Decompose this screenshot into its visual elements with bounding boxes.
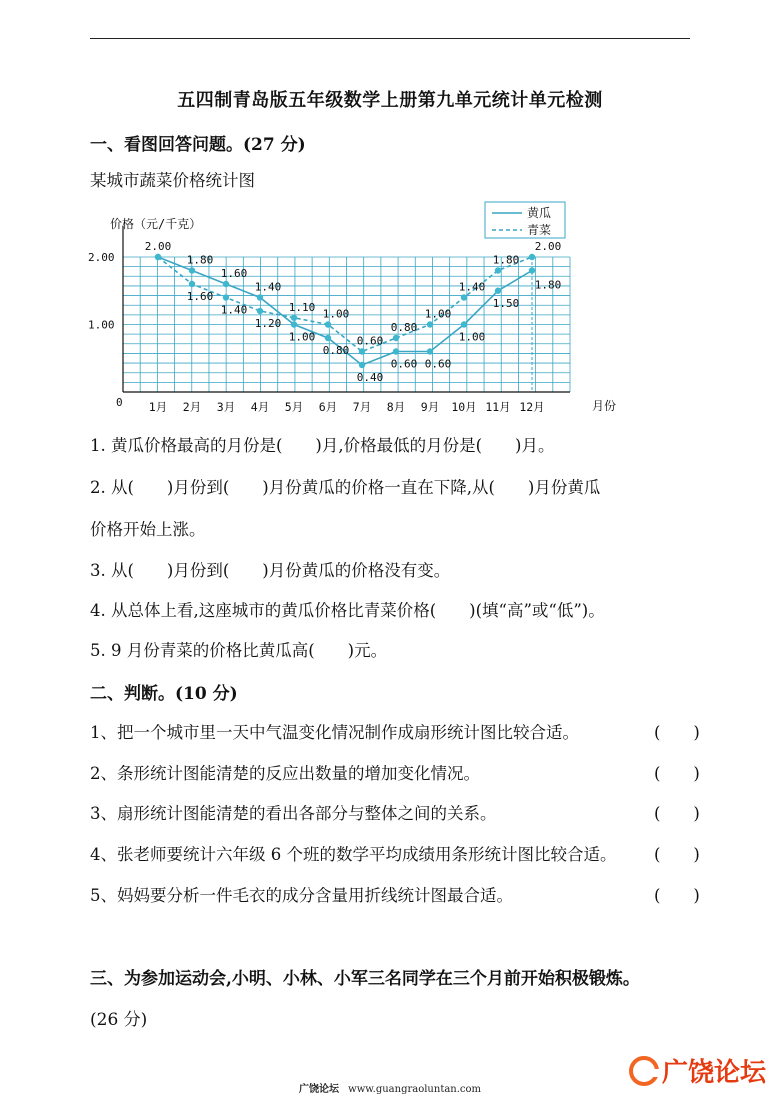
x-tick-label: 8月 [386,400,406,414]
question-3: 3. 从( )月份到( )月份黄瓜的价格没有变。 [90,561,451,580]
data-label: 1.00 [458,330,486,344]
x-tick-label: 12月 [519,400,545,414]
data-point [359,348,365,354]
x-tick-label: 5月 [284,400,304,414]
x-tick-label: 10月 [451,400,477,414]
section-3-heading: 三、为参加运动会,小明、小林、小军三名同学在三个月前开始积极锻炼。 [90,969,640,989]
data-label: 1.00 [322,307,350,321]
x-tick-label: 4月 [250,400,270,414]
section-1-heading: 一、看图回答问题。(27 分) [90,135,306,155]
data-point [291,321,297,327]
data-label: 0.60 [390,357,418,371]
g-circle-logo-icon [629,1056,659,1086]
data-label: 1.40 [254,280,282,294]
judge-1-answer-blank: ( ) [654,723,700,742]
x-tick-label: 7月 [352,400,372,414]
y-tick-label: 0 [116,396,123,409]
data-point [461,321,467,327]
data-label: 1.60 [186,290,214,303]
data-label: 0.60 [424,357,452,371]
question-4: 4. 从总体上看,这座城市的黄瓜价格比青菜价格( )(填“高”或“低”)。 [90,601,605,620]
logo-text: 广饶论坛 [661,1058,766,1088]
document-title: 五四制青岛版五年级数学上册第九单元统计单元检测 [177,90,603,111]
x-tick-label: 3月 [216,400,236,414]
question-2-line-1: 2. 从( )月份到( )月份黄瓜的价格一直在下降,从( )月份黄瓜 [90,478,601,497]
judge-3-answer-blank: ( ) [654,804,700,823]
data-point [495,288,501,294]
data-label: 2.00 [534,240,562,253]
data-label: 0.40 [356,371,384,384]
data-label: 0.80 [390,321,418,334]
data-point [529,267,535,273]
judge-5: 5、妈妈要分析一件毛衣的成分含量用折线统计图最合适。 [90,886,513,905]
data-point [495,267,501,273]
data-label: 0.80 [322,344,350,357]
data-point [359,362,365,368]
x-tick-label: 9月 [420,400,440,414]
x-axis-label: 月份 [592,399,617,413]
data-label: 1.80 [492,253,520,267]
data-label: 1.80 [186,253,214,267]
data-point [393,335,399,341]
question-2-line-2: 价格开始上涨。 [90,520,206,539]
footer-site-name: 广饶论坛 [298,1084,339,1095]
y-tick-label: 1.00 [88,318,115,332]
judge-4-answer-blank: ( ) [654,845,700,864]
section-3-score: (26 分) [90,1010,148,1030]
data-label: 1.00 [288,330,316,344]
data-point [461,294,467,300]
data-point [427,348,433,354]
x-tick-label: 1月 [148,400,168,414]
data-point [325,335,331,341]
x-tick-label: 6月 [318,400,338,414]
section-2-heading: 二、判断。(10 分) [90,684,238,704]
site-logo [629,1052,766,1089]
data-label: 1.50 [492,296,520,310]
footer-url: www.guangraoluntan.com [348,1084,482,1095]
legend-label-greens: 青菜 [527,223,552,237]
judge-2-answer-blank: ( ) [654,764,700,783]
legend-label-cucumber: 黄瓜 [527,206,552,220]
data-label: 2.00 [144,240,172,253]
data-point [189,281,195,287]
question-1: 1. 黄瓜价格最高的月份是( )月,价格最低的月份是( )月。 [90,436,555,455]
x-tick-label: 11月 [485,400,511,414]
data-point [427,321,433,327]
data-label: 0.60 [356,334,384,348]
data-point [257,308,263,314]
y-axis-label: 价格（元/千克） [110,217,202,231]
data-point [223,281,229,287]
judge-1: 1、把一个城市里一天中气温变化情况制作成扇形统计图比较合适。 [90,723,579,742]
y-tick-label: 2.00 [88,251,115,264]
data-point [257,294,263,300]
header-rule [90,38,690,39]
judge-2: 2、条形统计图能清楚的反应出数量的增加变化情况。 [90,764,480,783]
data-point [325,321,331,327]
data-point [155,254,161,260]
data-label: 1.20 [254,317,282,330]
vegetable-price-line-chart [80,198,620,418]
judge-4: 4、张老师要统计六年级 6 个班的数学平均成绩用条形统计图比较合适。 [90,845,617,864]
data-point [223,294,229,300]
data-point [529,254,535,260]
data-point [189,267,195,273]
data-label: 1.80 [534,278,562,292]
data-label: 1.40 [458,280,486,294]
legend-box [485,202,565,238]
judge-3: 3、扇形统计图能清楚的看出各部分与整体之间的关系。 [90,804,497,823]
question-5: 5. 9 月份青菜的价格比黄瓜高( )元。 [90,641,388,660]
x-tick-label: 2月 [182,400,202,414]
data-label: 1.00 [424,307,452,321]
judge-5-answer-blank: ( ) [654,886,700,905]
data-label: 1.60 [220,267,248,280]
data-label: 1.10 [288,300,316,314]
data-point [393,348,399,354]
data-point [291,315,297,321]
data-label: 1.40 [220,303,248,317]
chart-caption: 某城市蔬菜价格统计图 [90,171,255,190]
